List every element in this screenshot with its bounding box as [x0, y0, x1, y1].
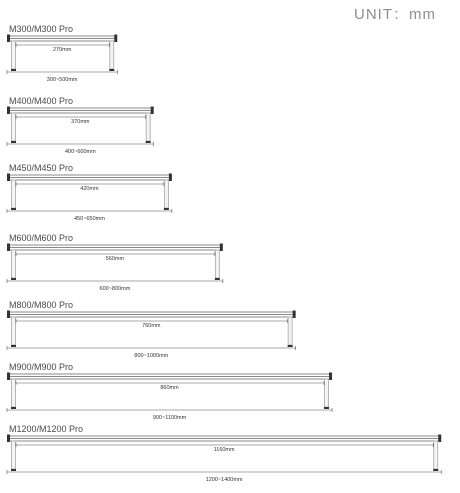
- span-label: 420mm: [80, 186, 99, 192]
- span-label: 1160mm: [213, 447, 235, 453]
- range-label: 300~500mm: [46, 77, 78, 83]
- leg: [12, 250, 16, 278]
- span-label: 560mm: [105, 256, 125, 262]
- end-cap: [220, 244, 223, 252]
- span-label: 370mm: [71, 119, 90, 125]
- end-cap: [169, 174, 172, 182]
- range-label: 400~600mm: [64, 149, 96, 155]
- foot: [288, 345, 293, 347]
- span-label: 860mm: [160, 385, 179, 391]
- foot: [324, 407, 329, 409]
- end-cap: [329, 373, 332, 381]
- model-block: [0, 24, 460, 92]
- leg: [12, 41, 16, 69]
- leg: [12, 113, 16, 141]
- model-title: M800/M800 Pro: [9, 300, 74, 310]
- end-cap: [7, 311, 10, 319]
- model-block: [0, 163, 460, 231]
- leg: [12, 180, 16, 208]
- model-title: M900/M900 Pro: [9, 362, 74, 372]
- model-title: M600/M600 Pro: [9, 233, 74, 243]
- model-figure: [0, 173, 460, 231]
- model-figure: [0, 372, 460, 430]
- range-label: 600~800mm: [99, 286, 131, 292]
- end-cap: [7, 35, 10, 43]
- model-block: [0, 424, 460, 492]
- end-cap: [7, 435, 10, 443]
- foot: [109, 69, 114, 71]
- leg: [12, 317, 16, 345]
- leg: [215, 250, 219, 278]
- model-figure: [0, 34, 460, 92]
- leg: [164, 180, 168, 208]
- range-label: 900~1100mm: [152, 415, 187, 421]
- foot: [11, 345, 16, 347]
- model-title: M400/M400 Pro: [9, 96, 74, 106]
- foot: [146, 141, 151, 143]
- foot: [11, 469, 16, 471]
- span-label: 760mm: [142, 323, 161, 329]
- leg: [12, 379, 16, 407]
- foot: [433, 469, 438, 471]
- end-cap: [438, 435, 441, 443]
- span-label: 270mm: [52, 47, 72, 53]
- leg: [110, 41, 114, 69]
- range-label: 1200~1400mm: [205, 477, 243, 483]
- end-cap: [7, 244, 10, 252]
- end-cap: [151, 107, 154, 115]
- end-cap: [114, 35, 117, 43]
- model-figure: [0, 310, 460, 368]
- model-title: M450/M450 Pro: [9, 163, 74, 173]
- foot: [11, 407, 16, 409]
- model-block: [0, 96, 460, 164]
- end-cap: [7, 107, 10, 115]
- model-title: M300/M300 Pro: [9, 24, 74, 34]
- leg: [434, 441, 438, 469]
- foot: [11, 141, 16, 143]
- leg: [288, 317, 292, 345]
- leg: [12, 441, 16, 469]
- range-label: 450~650mm: [74, 216, 105, 222]
- foot: [11, 278, 16, 280]
- model-figure: [0, 106, 460, 164]
- model-figure: [0, 434, 460, 492]
- foot: [11, 208, 16, 210]
- model-figure: [0, 243, 460, 301]
- leg: [146, 113, 150, 141]
- range-label: 800~1000mm: [134, 353, 169, 359]
- model-block: [0, 300, 460, 368]
- foot: [215, 278, 220, 280]
- model-title: M1200/M1200 Pro: [9, 424, 84, 434]
- foot: [11, 69, 16, 71]
- model-block: [0, 233, 460, 301]
- leg: [325, 379, 329, 407]
- foot: [164, 208, 169, 210]
- model-block: [0, 362, 460, 430]
- end-cap: [7, 174, 10, 182]
- end-cap: [7, 373, 10, 381]
- end-cap: [293, 311, 296, 319]
- unit-label: UNIT：mm: [354, 6, 436, 23]
